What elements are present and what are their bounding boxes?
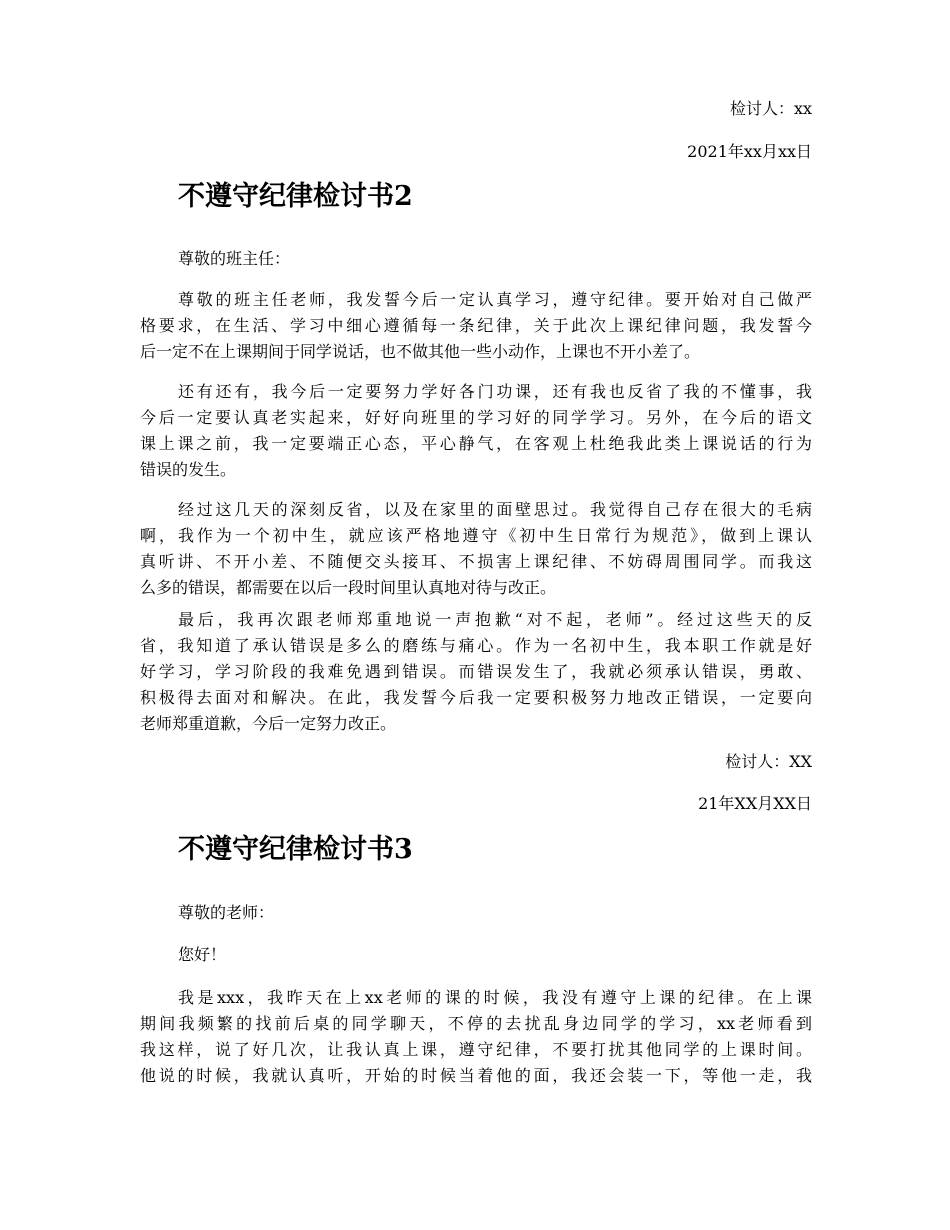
- text-line: 好学习，学习阶段的我难免遇到错误。而错误发生了，我就必须承认错误，勇敢、: [140, 662, 812, 681]
- text-line: 经过这几天的深刻反省，以及在家里的面壁思过。我觉得自己存在很大的毛病: [178, 500, 812, 519]
- text-line: 尊敬的班主任老师，我发誓今后一定认真学习，遵守纪律。要开始对自己做严: [178, 290, 812, 309]
- text-line: 他说的时候，我就认真听，开始的时候当着他的面，我还会装一下，等他一走，我: [140, 1066, 812, 1085]
- signer-1: 检讨人：xx: [729, 99, 812, 118]
- section-2-title: 不遵守纪律检讨书2: [178, 181, 413, 212]
- text-line: 错误的发生。: [140, 460, 237, 479]
- text-line: 真听讲、不开小差、不随便交头接耳、不损害上课纪律、不妨碍周围同学。而我这: [140, 552, 812, 571]
- date-1: 2021年xx月xx日: [687, 142, 812, 161]
- text-line: 省，我知道了承认错误是多么的磨练与痛心。作为一名初中生，我本职工作就是好: [140, 636, 812, 655]
- text-line: 啊，我作为一个初中生，就应该严格地遵守《初中生日常行为规范》，做到上课认: [140, 526, 812, 545]
- section-2-salutation: 尊敬的班主任：: [178, 249, 291, 268]
- text-line: 还有还有，我今后一定要努力学好各门功课，还有我也反省了我的不懂事，我: [178, 382, 812, 401]
- text-line: 积极得去面对和解决。在此，我发誓今后我一定要积极努力地改正错误，一定要向: [140, 688, 812, 707]
- text-line: 格要求，在生活、学习中细心遵循每一条纪律，关于此次上课纪律问题，我发誓今: [140, 316, 812, 335]
- text-line: 我是xxx，我昨天在上xx老师的课的时候，我没有遵守上课的纪律。在上课: [178, 988, 812, 1007]
- text-line: 课上课之前，我一定要端正心态，平心静气，在客观上杜绝我此类上课说话的行为: [140, 434, 812, 453]
- section-3-paragraph-1: [140, 985, 812, 1089]
- section-2-paragraph-3: [140, 497, 812, 601]
- signer-2: 检讨人：XX: [725, 752, 812, 771]
- text-line: 最后，我再次跟老师郑重地说一声抱歉“对不起，老师”。经过这些天的反: [178, 610, 812, 629]
- section-2-paragraph-2: [140, 379, 812, 483]
- date-2: 21年XX月XX日: [698, 794, 812, 813]
- text-line: 期间我频繁的找前后桌的同学聊天，不停的去扰乱身边同学的学习，xx老师看到: [140, 1014, 812, 1033]
- section-2-paragraph-1: [140, 287, 812, 365]
- section-3-greeting: 您好！: [178, 945, 227, 964]
- text-line: 么多的错误，都需要在以后一段时间里认真地对待与改正。: [140, 578, 557, 597]
- section-3-salutation: 尊敬的老师：: [178, 903, 275, 922]
- text-line: 我这样，说了好几次，让我认真上课，遵守纪律，不要打扰其他同学的上课时间。: [140, 1040, 812, 1059]
- text-line: 后一定不在上课期间于同学说话，也不做其他一些小动作，上课也不开小差了。: [140, 342, 701, 361]
- section-3-title: 不遵守纪律检讨书3: [178, 834, 413, 865]
- text-line: 老师郑重道歉，今后一定努力改正。: [140, 714, 397, 733]
- text-line: 今后一定要认真老实起来，好好向班里的学习好的同学学习。另外，在今后的语文: [140, 408, 812, 427]
- section-2-paragraph-4: [140, 607, 812, 737]
